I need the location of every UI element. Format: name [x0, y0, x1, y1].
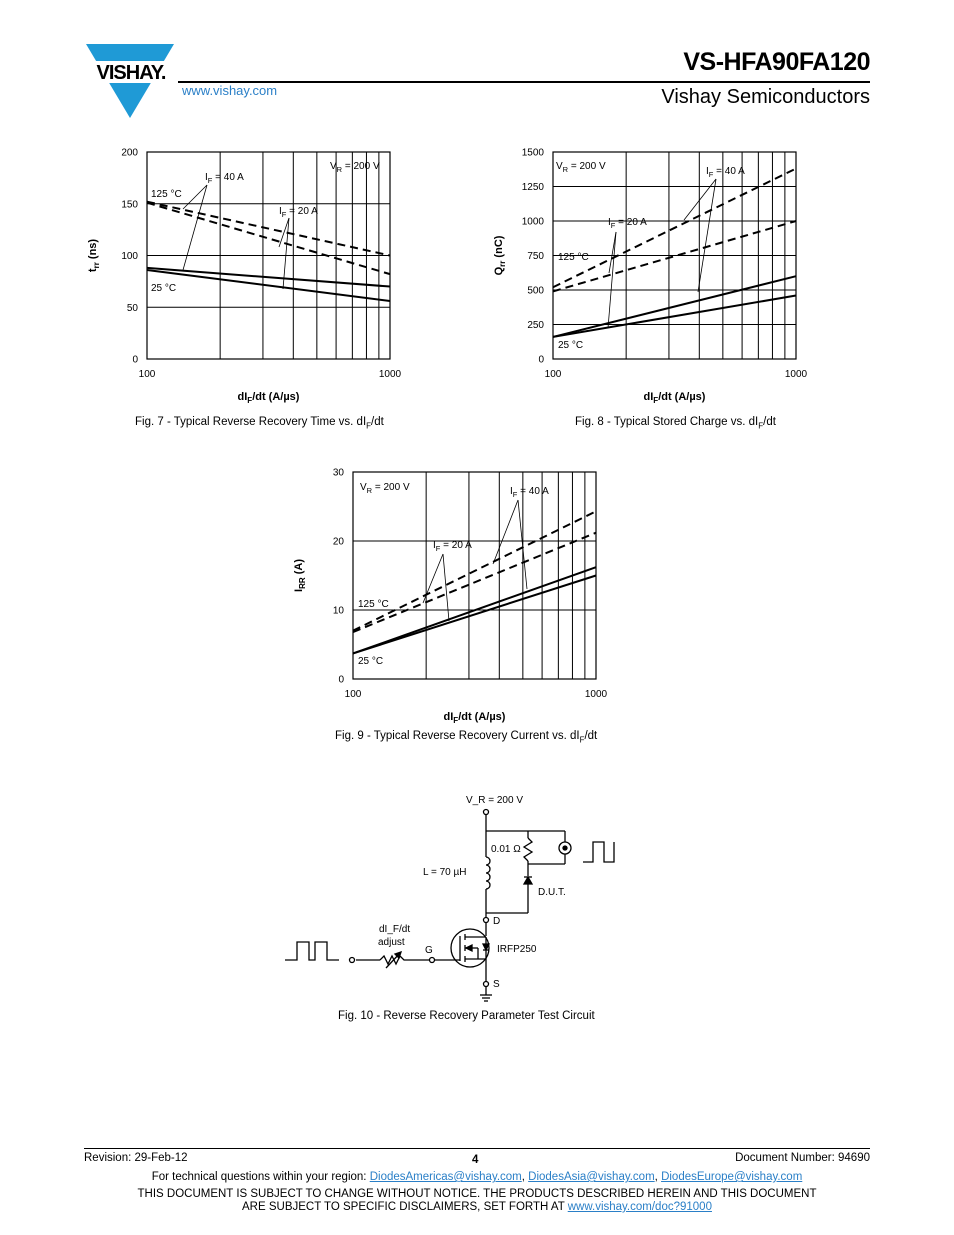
contact-line: For technical questions within your region: DiodesAmericas@vishay.com, DiodesAsia@vishay.com, DiodesEurope@vishay.com	[151, 1171, 803, 1183]
y-tick-label: 0	[132, 354, 138, 366]
header-rule	[178, 81, 870, 83]
leader-line	[684, 179, 716, 220]
email-americas-link[interactable]: DiodesAmericas@vishay.com	[369, 1171, 522, 1183]
gate-label: G	[425, 945, 433, 956]
inductor	[486, 857, 490, 889]
leader-line	[493, 500, 518, 564]
y-tick-label: 200	[121, 147, 138, 159]
inductor-label: L = 70 µH	[423, 867, 467, 878]
y-tick-label: 150	[121, 199, 138, 211]
temp-cold-label: 25 °C	[358, 656, 384, 667]
y-axis-label: $I_{RR}$ (A)	[293, 559, 307, 592]
caption-fig8: Fig. 8 - Typical Stored Charge vs. $dI_F/dt$	[575, 416, 776, 431]
leader-line	[609, 232, 616, 273]
y-tick-label: 10	[332, 605, 344, 617]
y-tick-label: 0	[338, 674, 344, 686]
y-tick-label: 100	[121, 251, 138, 262]
annotation-leaders	[183, 185, 289, 289]
y-axis-label: $t_{rr}$ (ns)	[87, 238, 101, 273]
series-line	[147, 268, 390, 287]
temp-cold-label: 25 °C	[558, 340, 584, 351]
y-tick-label: 1500	[521, 147, 544, 159]
temp-hot-label: 125 °C	[151, 189, 182, 200]
series-line	[353, 533, 596, 632]
x-tick-label: 1000	[584, 689, 608, 700]
chart-fig7	[84, 140, 414, 410]
source-label: S	[493, 979, 500, 990]
vr-terminal	[484, 810, 489, 815]
drain-terminal	[484, 918, 489, 923]
test-circuit	[270, 785, 690, 1010]
gate-resistor	[380, 956, 429, 964]
contact-prefix: For technical questions within your region:	[151, 1171, 370, 1183]
leader-line	[443, 554, 449, 621]
temp-hot-label: 125 °C	[558, 252, 589, 263]
x-tick-label: 100	[344, 689, 362, 700]
chart-fig8	[490, 140, 820, 410]
x-axis-label: $dI_F/dt$ (A/µs)	[443, 711, 506, 725]
condition-label: $V_R = 200$ V	[360, 482, 410, 495]
x-tick-label: 1000	[784, 369, 808, 380]
company-name: Vishay Semiconductors	[661, 86, 870, 108]
document-number: Document Number: 94690	[735, 1152, 870, 1164]
y-tick-label: 30	[332, 467, 344, 479]
x-axis-label: $dI_F/dt$ (A/µs)	[237, 391, 300, 405]
if40-label: $I_F = 40$ A	[510, 486, 549, 499]
series-line	[553, 221, 796, 291]
caption-fig9: Fig. 9 - Typical Reverse Recovery Current vs. $dI_F/dt$	[335, 730, 598, 745]
y-tick-label: 0	[538, 354, 544, 366]
page-number: 4	[472, 1154, 479, 1166]
mosfet-label: IRFP250	[497, 944, 537, 955]
disclaimer-line-2: ARE SUBJECT TO SPECIFIC DISCLAIMERS, SET FORTH AT www.vishay.com/doc?91000	[242, 1201, 712, 1213]
footer-rule	[84, 1148, 870, 1149]
leader-line	[698, 179, 716, 292]
gate-terminal	[430, 958, 435, 963]
email-asia-link[interactable]: DiodesAsia@vishay.com	[528, 1171, 655, 1183]
leader-line	[608, 232, 616, 328]
series-line	[147, 203, 390, 274]
adjust-top-label: dI_F/dt	[379, 924, 411, 935]
x-axis-label: $dI_F/dt$ (A/µs)	[643, 391, 706, 405]
revision: Revision: 29-Feb-12	[84, 1152, 188, 1164]
vr-label: V_R = 200 V	[466, 795, 523, 806]
grid	[353, 472, 596, 679]
output-waveform	[583, 842, 614, 862]
if40-label: $I_F = 40$ A	[706, 166, 745, 179]
temp-cold-label: 25 °C	[151, 283, 177, 294]
shunt-resistor	[524, 838, 532, 861]
y-tick-label: 500	[527, 285, 544, 297]
y-axis-label: $Q_{rr}$ (nC)	[493, 235, 507, 276]
source-terminal	[484, 982, 489, 987]
temp-hot-label: 125 °C	[358, 599, 389, 610]
if40-label: $I_F = 40$ A	[205, 172, 244, 185]
disclaimer-link[interactable]: www.vishay.com/doc?91000	[567, 1201, 712, 1213]
series-line	[553, 296, 796, 337]
series-line	[353, 511, 596, 630]
dut-diode	[524, 877, 532, 884]
y-tick-label: 1250	[521, 182, 544, 193]
condition-label: $V_R = 200$ V	[330, 161, 380, 174]
y-tick-label: 750	[527, 251, 544, 262]
part-number: VS-HFA90FA120	[683, 48, 870, 76]
caption-fig7: Fig. 7 - Typical Reverse Recovery Time vs. $dI_F/dt$	[135, 416, 384, 431]
plot-frame	[353, 472, 596, 679]
drain-label: D	[493, 916, 501, 927]
if20-label: $I_F = 20$ A	[608, 217, 647, 230]
series-line	[147, 202, 390, 256]
series-line	[147, 270, 390, 301]
email-europe-link[interactable]: DiodesEurope@vishay.com	[661, 1171, 803, 1183]
grid	[147, 152, 390, 359]
if20-label: $I_F = 20$ A	[279, 206, 318, 219]
disclaimer-line-1: THIS DOCUMENT IS SUBJECT TO CHANGE WITHOUT NOTICE. THE PRODUCTS DESCRIBED HEREIN AND THIS DOCUMENT	[137, 1188, 817, 1200]
y-tick-label: 50	[126, 302, 138, 314]
x-tick-label: 1000	[378, 369, 402, 380]
brand-wordmark: VISHAY.	[96, 62, 166, 84]
y-tick-label: 1000	[521, 216, 544, 228]
adjust-bottom-label: adjust	[378, 937, 405, 948]
y-tick-label: 20	[332, 536, 344, 548]
shunt-label: 0.01 Ω	[491, 844, 521, 855]
x-tick-label: 100	[544, 369, 562, 380]
caption-fig10: Fig. 10 - Reverse Recovery Parameter Test Circuit	[338, 1010, 595, 1022]
x-tick-label: 100	[138, 369, 156, 380]
vishay-logo	[84, 44, 180, 120]
if20-label: $I_F = 20$ A	[433, 540, 472, 553]
input-pulse-waveform	[285, 942, 339, 960]
chart-fig9	[290, 460, 620, 730]
series-line	[353, 576, 596, 654]
leader-line	[183, 185, 207, 270]
dut-label: D.U.T.	[538, 887, 566, 898]
y-tick-label: 250	[527, 320, 544, 331]
condition-label: $V_R = 200$ V	[556, 161, 606, 174]
vishay-url-link[interactable]: www.vishay.com	[182, 83, 278, 98]
series-line	[553, 276, 796, 337]
pulse-input-terminal	[350, 958, 355, 963]
